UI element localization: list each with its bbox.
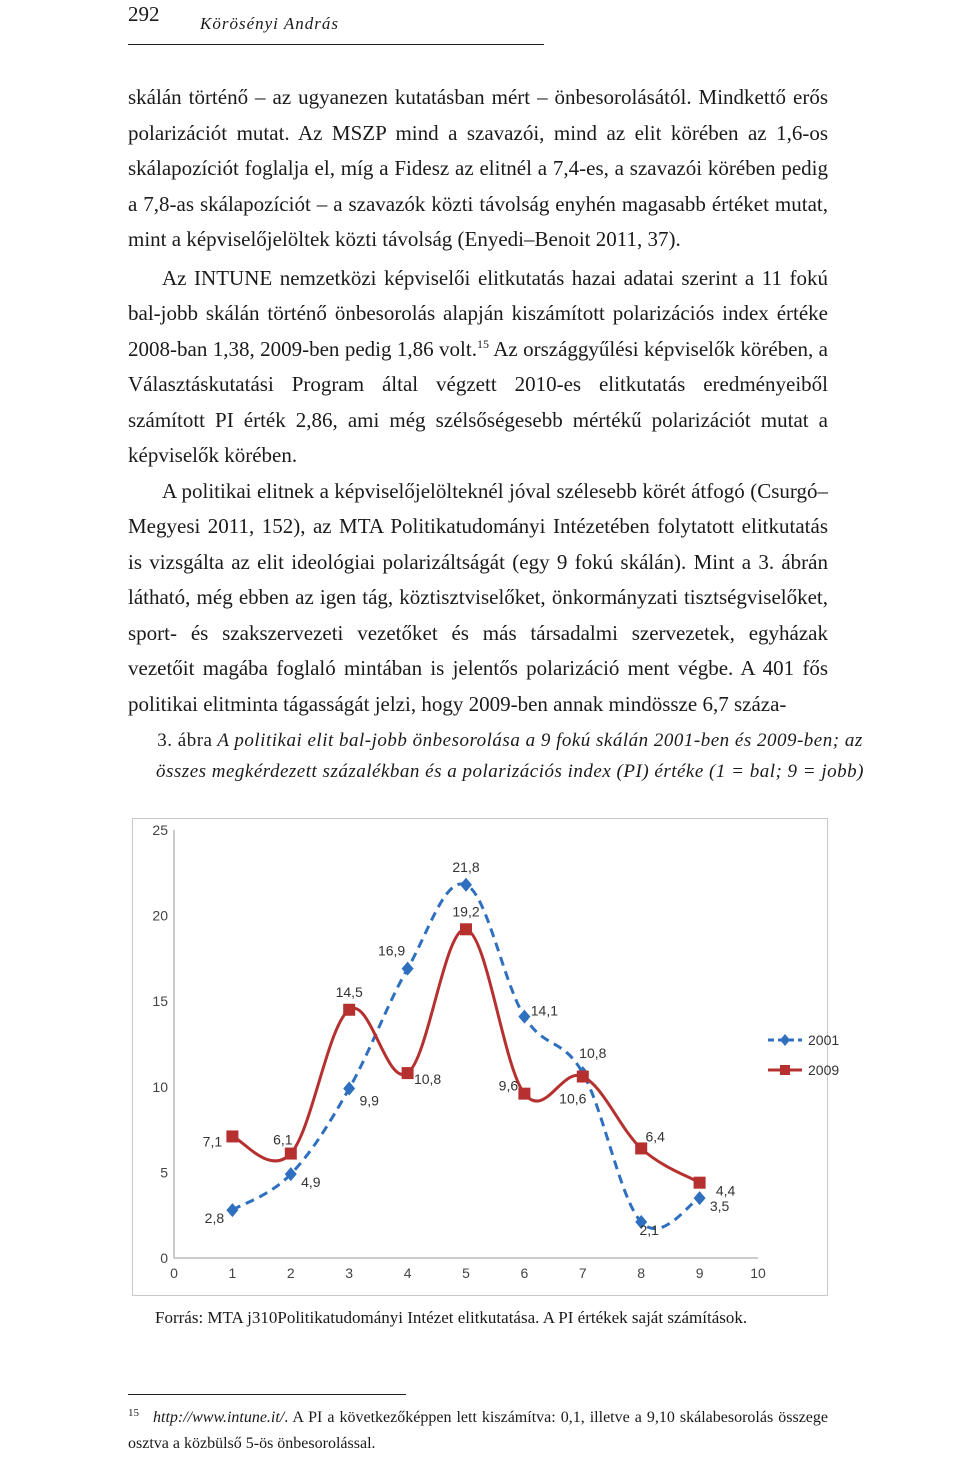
data-point-2009 xyxy=(402,1067,414,1079)
y-tick-label: 25 xyxy=(152,822,168,838)
y-tick-label: 15 xyxy=(152,993,168,1010)
page-number: 292 xyxy=(128,2,160,26)
paragraph-2-text: Az INTUNE nemzetközi képviselői elitkutatás hazai adatai szerint a 11 fokú bal-jobb skálán történő önbesorolás alapján kiszámított polarizációs index értéke 2008-ban 1,38, 2009-ben pedig 1,86 volt. xyxy=(128,265,828,361)
x-tick-label: 1 xyxy=(228,1265,237,1281)
legend-label-2009: 2009 xyxy=(808,1062,840,1078)
data-label-2001: 16,9 xyxy=(377,942,406,959)
paragraph-2 xyxy=(128,261,828,474)
paragraph-3: A politikai elitnek a képviselőjelölteknél jóval szélesebb körét átfogó (Csurgó–Megyesi 2011, 152), az MTA Politikatudományi Intézetében folytatott elitkutatás is vizsgálta az elit ideológiai polarizáltságát (egy 9 fokú skálán). Mint a 3. ábrán látható, még ebben az igen tág, köztisztviselőket, önkormányzati tisztségviselőket, sport- és szakszervezeti vezetőket és más társadalmi szervezetek, egyházak vezetőit magába foglaló mintában is jelentős polarizáció ment végbe. A 401 fős politikai elitminta tágasságát jelzi, hogy 2009-ben annak mindössze 6,7 száza- xyxy=(128,478,828,716)
x-tick-label: 9 xyxy=(695,1265,704,1281)
data-point-2009 xyxy=(577,1071,589,1083)
chart-area xyxy=(132,818,840,1296)
data-label-2001: 2,1 xyxy=(639,1222,659,1239)
data-point-2009 xyxy=(518,1088,530,1100)
legend-label-2001: 2001 xyxy=(808,1032,840,1048)
data-label-2001: 3,5 xyxy=(709,1198,730,1215)
figure-number: 3. ábra xyxy=(157,730,213,751)
data-label-2009: 10,6 xyxy=(559,1090,587,1107)
footnote-number: 15 xyxy=(128,1406,139,1419)
x-tick-label: 10 xyxy=(750,1265,766,1281)
y-tick-label: 10 xyxy=(152,1078,168,1095)
y-tick-label: 5 xyxy=(160,1164,168,1181)
data-label-2009: 4,4 xyxy=(715,1182,736,1199)
footnote-text: . A PI a következőképpen lett kiszámítva: 0,1, illetve a 9,10 skálabesorolás összege osztva a közbülső 5-ös önbesorolással. xyxy=(128,1409,828,1452)
x-tick-label: 0 xyxy=(170,1265,178,1281)
page-header xyxy=(128,0,544,45)
data-label-2009: 6,4 xyxy=(645,1128,665,1145)
x-tick-label: 5 xyxy=(462,1265,470,1281)
data-point-2009 xyxy=(226,1130,238,1142)
data-label-2001: 10,8 xyxy=(579,1045,607,1062)
x-tick-label: 7 xyxy=(578,1265,587,1281)
data-label-2001: 14,1 xyxy=(530,1002,559,1019)
figure-title: A politikai elit bal-jobb önbesorolása a 9 fokú skálán 2001-ben és 2009-ben; az összes megkérdezett százalékban és a polarizációs index (PI) értéke (1 = bal; 9 = jobb) xyxy=(156,730,864,782)
data-label-2009: 7,1 xyxy=(202,1133,223,1150)
running-head: Körösényi András xyxy=(200,14,339,33)
figure-caption xyxy=(150,725,870,787)
x-tick-label: 2 xyxy=(286,1265,295,1281)
x-tick-label: 4 xyxy=(403,1265,412,1281)
paragraph-2-continuation: Az országgyűlési képviselők körében, a Választáskutatási Program által végzett 2010-es elitkutatás eredményeiből számított PI érték 2,86, ami még szélsőségesebb mértékű polarizációt mutat a képviselők körében. xyxy=(128,336,828,467)
body-text xyxy=(128,80,828,722)
data-point-2009 xyxy=(285,1148,297,1160)
legend-marker-2009 xyxy=(780,1065,790,1075)
footnote-divider xyxy=(128,1394,406,1395)
footnote-reference[interactable]: 15 xyxy=(476,336,489,351)
data-label-2001: 2,8 xyxy=(204,1210,225,1227)
line-chart xyxy=(132,818,840,1296)
data-label-2009: 10,8 xyxy=(413,1071,442,1088)
data-label-2001: 4,9 xyxy=(301,1174,321,1191)
paragraph-1: skálán történő – az ugyanezen kutatásban mért – önbesorolásától. Mindkettő erős polarizációt mutat. Az MSZP mind a szavazói, mind az elit körében az 1,6-os skálapozíciót foglalja el, míg a Fidesz az elitnél a 7,4-es, a szavazói körében pedig a 7,8-as skálapozíciót – a szavazók közti távolság enyhén magasabb értéket mutat, mint a képviselőjelöltek közti távolság (Enyedi–Benoit 2011, 37). xyxy=(128,85,828,251)
figure-source: Forrás: MTA j310Politikatudományi Intézet elitkutatása. A PI értékek saját számítások. xyxy=(155,1308,748,1327)
data-label-2009: 14,5 xyxy=(335,983,363,1000)
footnote xyxy=(128,1405,828,1457)
y-tick-label: 20 xyxy=(152,907,168,924)
data-label-2001: 9,9 xyxy=(359,1092,379,1109)
footnote-link[interactable]: http://www.intune.it/ xyxy=(153,1409,285,1426)
data-label-2001: 21,8 xyxy=(452,858,480,875)
data-point-2009 xyxy=(343,1004,355,1016)
x-tick-label: 3 xyxy=(345,1265,354,1281)
y-tick-label: 0 xyxy=(160,1250,168,1266)
data-label-2009: 19,2 xyxy=(452,903,480,920)
x-tick-label: 6 xyxy=(520,1265,529,1281)
data-point-2009 xyxy=(460,923,472,935)
chart-frame xyxy=(133,819,828,1296)
data-point-2009 xyxy=(694,1177,706,1189)
data-label-2009: 9,6 xyxy=(498,1077,519,1094)
data-label-2009: 6,1 xyxy=(273,1131,293,1148)
x-tick-label: 8 xyxy=(637,1265,646,1281)
